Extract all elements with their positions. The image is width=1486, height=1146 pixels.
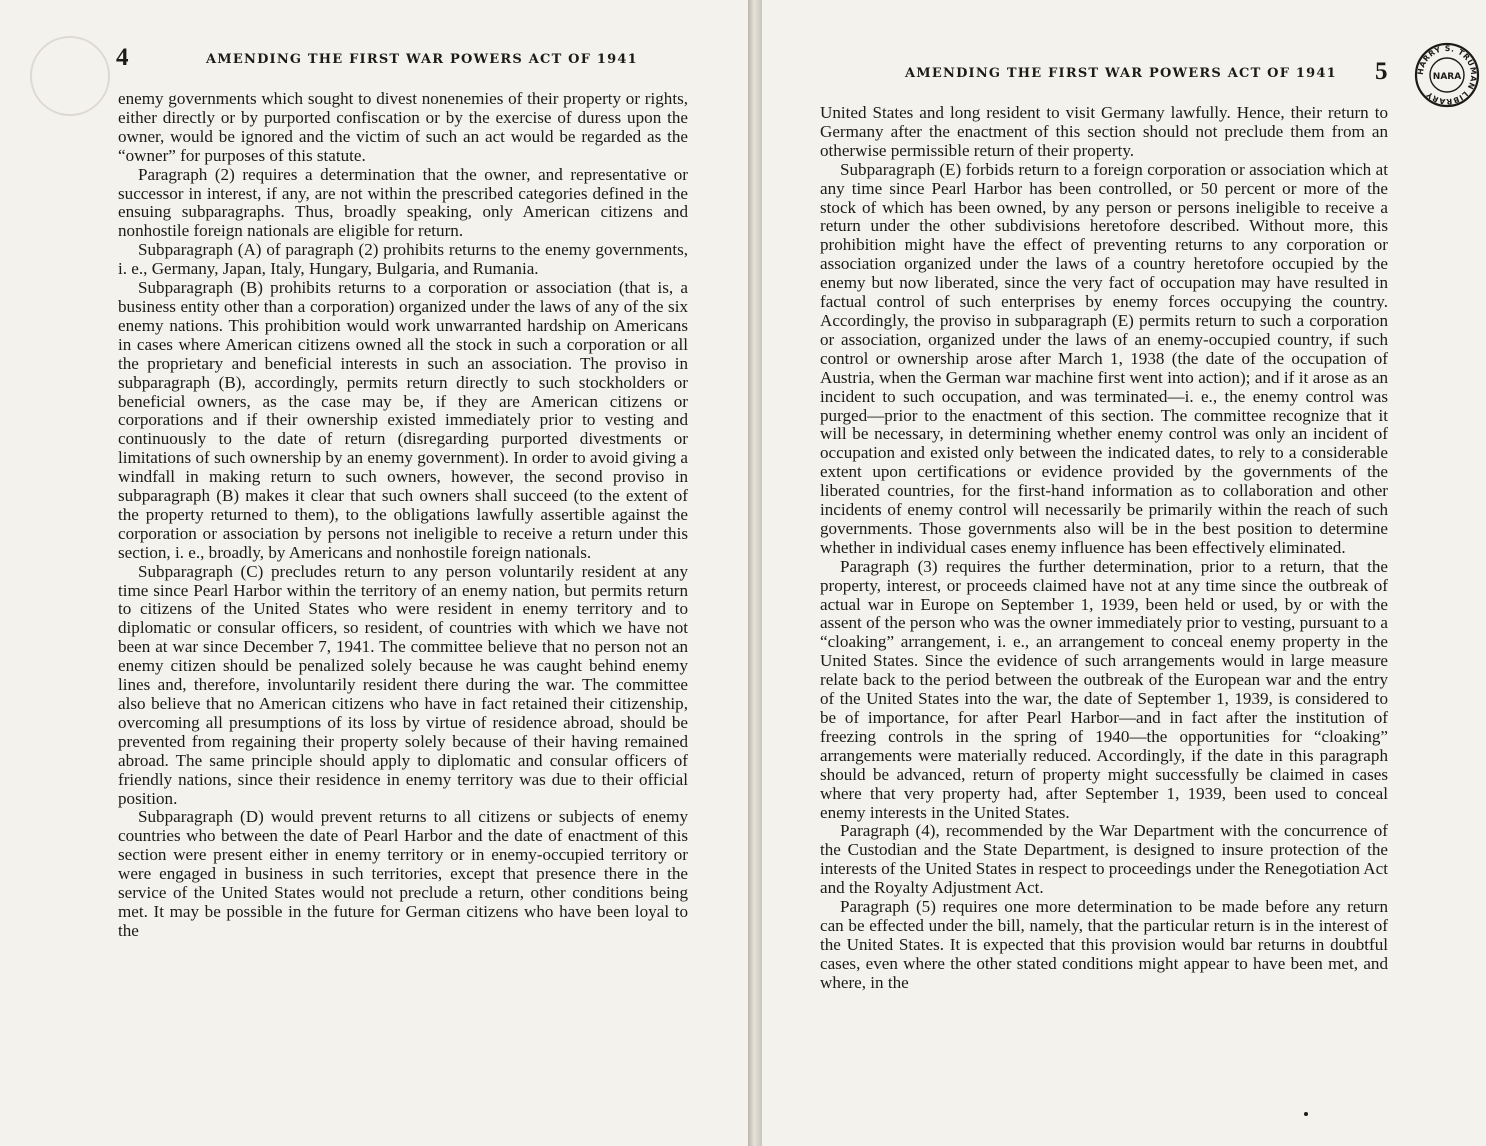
- book-gutter: [748, 0, 762, 1146]
- paragraph: Subparagraph (B) prohibits returns to a corporation or association (that is, a business entity other than a corporation) organized under the laws of any of the six enemy nations. This prohibition would work unwarranted hardship on Americans in cases where American citizens owned all the stock in such a corporation or all the proprietary and beneficial interests in such an association. The proviso in subparagraph (B), accordingly, permits return directly to such stockholders or beneficial owners, as the case may be, if they are American citizens or corporations and if their ownership existed immediately prior to vesting and continuously to the date of return (disregarding purported divestments or limitations of such ownership by an enemy government). In order to avoid giving a windfall in making return to such owners, however, the second proviso in subparagraph (B) makes it clear that such owners shall succeed (to the extent of the property returned to them), to the obligations lawfully assertible against the corporation or association by persons not ineligible to receive a return under this section, i. e., broadly, by Americans and nonhostile foreign nationals.: [118, 278, 688, 562]
- paragraph: Subparagraph (C) precludes return to any person voluntarily resident at any time since Pearl Harbor within the territory of an enemy nation, but permits return to citizens of the United States who were resident in enemy territory and to diplomatic or consular officers, so resident, of countries with which we have not been at war since December 7, 1941. The committee believe that no person not an enemy citizen should be penalized solely because he was caught behind enemy lines and, therefore, involuntarily resident there during the war. The committee also believe that no American citizens who have in fact retained their citizenship, overcoming all presumptions of its loss by virtue of residence abroad, should be prevented from regaining their property solely because of their having remained abroad. The same principle should apply to diplomatic and consular officers of friendly nations, since their residence in enemy territory was due to their official position.: [118, 561, 688, 808]
- print-speck: [1304, 1112, 1308, 1116]
- paragraph: Paragraph (3) requires the further determination, prior to a return, that the property, interest, or proceeds claimed have not at any time since the outbreak of actual war in Europe on September 1, 1939, been held or used, by or with the assent of the person who was the owner immediately prior to vesting, pursuant to a “cloaking” arrangement, i. e., an arrangement to conceal enemy property in the United States. Since the evidence of such arrangements would in large measure relate back to the period between the outbreak of the European war and the entry of the United States into the war, the date of September 1, 1939, is considered to be of importance, for after Pearl Harbor—and in fact after the institution of freezing controls in the spring of 1940—the opportunities for “cloaking” arrangements were materially reduced. Accordingly, if the date in this paragraph should be advanced, return of property might successfully be claimed in cases where that very property had, after September 1, 1939, been used to conceal enemy interests in the United States.: [820, 556, 1388, 822]
- paragraph: United States and long resident to visit Germany lawfully. Hence, their return to Germany after the enactment of this section should not preclude them from an otherwise permissible return of their property.: [820, 103, 1388, 160]
- paragraph: Subparagraph (D) would prevent returns to all citizens or subjects of enemy countries who between the date of Pearl Harbor and the date of enactment of this section were present either in enemy territory or in enemy-occupied territory or were engaged in business in such territories, except that presence there in the service of the United States would not preclude a return, other conditions being met. It may be possible in the future for German citizens who have been loyal to the: [118, 807, 688, 940]
- right-page: [762, 0, 1486, 1146]
- paragraph: Paragraph (5) requires one more determination to be made before any return can be effected under the bill, namely, that the particular return is in the interest of the United States. It is expected that this provision would bar returns in doubtful cases, even where the other stated conditions might appear to have been met, and where, in the: [820, 897, 1388, 992]
- paragraph: Subparagraph (A) of paragraph (2) prohibits returns to the enemy governments, i. e., Germany, Japan, Italy, Hungary, Bulgaria, and Rumania.: [118, 240, 688, 279]
- right-page-body: [820, 104, 1388, 993]
- paragraph: Subparagraph (E) forbids return to a foreign corporation or association which at any time since Pearl Harbor has been controlled, or 50 percent or more of the stock of which has been owned, by any person or persons ineligible to receive a return under the other subdivisions heretofore described. Without more, this prohibition might have the effect of preventing returns to any corporation or association organized under the laws of a country heretofore occupied by the enemy but now liberated, since the very fact of occupation may have resulted in factual control of such enterprises by enemy forces occupying the country. Accordingly, the proviso in subparagraph (E) permits return to such a corporation or association, organized under the laws of an enemy-occupied country, if such control or ownership arose after March 1, 1938 (the date of the occupation of Austria, when the German war machine first went into action); and if it arose as an incident to such occupation, and was terminated—i. e., the enemy control was purged—prior to the enactment of this section. The committee recognize that it will be necessary, in determining whether enemy control was only an incident of occupation and existed only between the indicated dates, to rely to a considerable extent upon certifications or evidence provided by the governments of the liberated countries, for the first-hand information as to collaboration and other incidents of enemy control will necessarily be primarily within the reach of such governments. Those governments also will be in the best position to determine whether in individual cases enemy influence has been effectively eliminated.: [820, 159, 1388, 557]
- running-head-left: AMENDING THE FIRST WAR POWERS ACT OF 1941: [206, 52, 638, 67]
- page-number-left: 4: [116, 44, 129, 71]
- faint-stamp-bleedthrough: [30, 36, 110, 116]
- stamp-ring-text: HARRY S. TRUMAN LIBRARY: [1415, 43, 1479, 107]
- page-number-right: 5: [1375, 58, 1388, 85]
- left-page-body: [118, 90, 688, 941]
- running-head-right: AMENDING THE FIRST WAR POWERS ACT OF 1941: [905, 66, 1337, 81]
- paragraph: Paragraph (2) requires a determination that the owner, and representative or successor in interest, if any, are not within the prescribed categories defined in the ensuing subparagraphs. Thus, broadly speaking, only American citizens and nonhostile foreign nationals are eligible for return.: [118, 164, 688, 241]
- stamp-center-text: NARA: [1432, 72, 1462, 82]
- paragraph: enemy governments which sought to divest nonenemies of their property or rights, either directly or by purported confiscation or by the exercise of duress upon the owner, would be ignored and the victim of such an act would be regarded as the “owner” for purposes of this statute.: [118, 89, 688, 165]
- truman-library-stamp: [1414, 42, 1480, 108]
- paragraph: Paragraph (4), recommended by the War Department with the concurrence of the Custodian and the State Department, is designed to insure protection of the interests of the United States in respect to proceedings under the Renegotiation Act and the Royalty Adjustment Act.: [820, 821, 1388, 898]
